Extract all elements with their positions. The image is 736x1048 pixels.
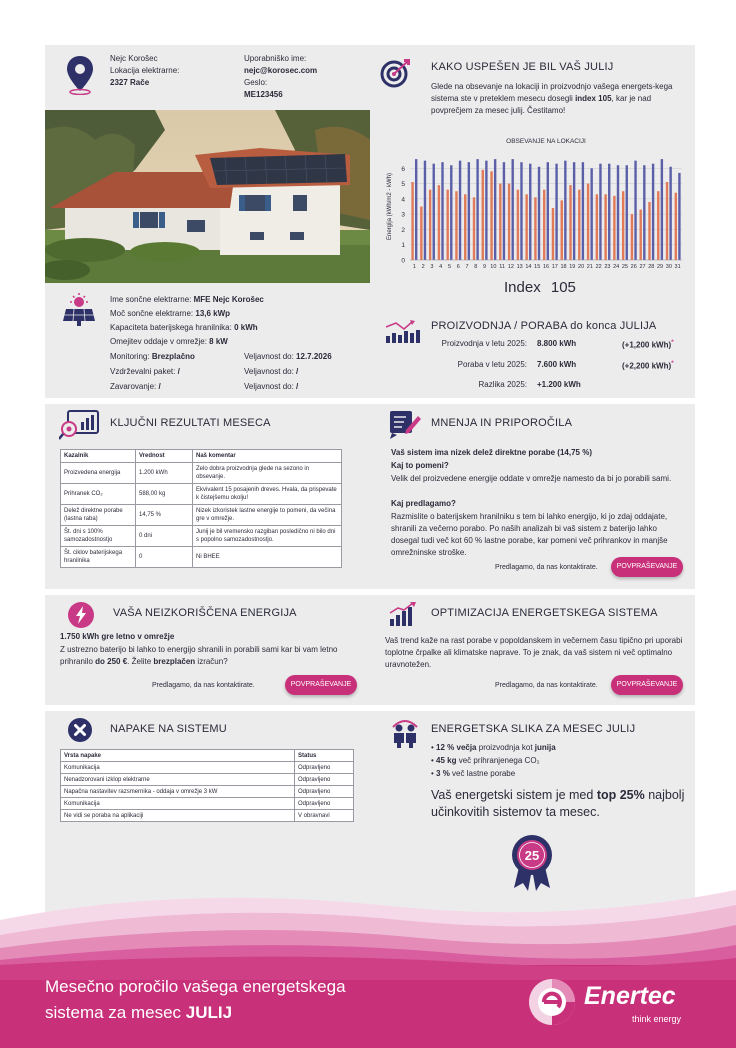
chart-bar-irradiance	[459, 161, 461, 260]
difference-row-value: +1.200 kWh	[537, 380, 581, 389]
maintenance-validity-value: /	[296, 367, 299, 376]
validity-label: Veljavnost do:	[244, 367, 294, 376]
chart-x-tick-label: 1	[412, 264, 416, 270]
unused-text-amount: do 250 €	[95, 657, 128, 666]
chart-bar-irradiance	[450, 165, 452, 260]
chart-x-tick-label: 23	[604, 264, 611, 270]
consumption-row-value: 7.600 kWh	[537, 360, 577, 369]
chart-x-tick-label: 7	[465, 264, 469, 270]
chart-bar-irradiance	[678, 173, 680, 260]
chart-x-tick-label: 9	[483, 264, 487, 270]
table-row	[61, 774, 354, 786]
plant-panel	[45, 283, 370, 398]
unused-text-a: Z ustrezno baterijo bi lahko to energijo shranili in porabili sami kar bi vam letno prihranilo	[60, 645, 338, 666]
consumption-row-label: Poraba v letu 2025:	[457, 360, 527, 369]
consumption-row-delta	[622, 360, 674, 371]
bullet-dot: •	[431, 743, 437, 752]
chart-x-tick-label: 10	[490, 264, 497, 270]
chart-y-tick-label: 0	[401, 257, 405, 265]
chart-bar-production	[508, 184, 510, 260]
validity-label: Veljavnost do:	[244, 352, 294, 361]
unused-energy-panel	[45, 595, 370, 705]
table-row	[61, 798, 354, 810]
index-label: Index	[504, 279, 541, 296]
energy-bullet-1	[431, 742, 556, 754]
brand-logo[interactable]	[528, 976, 698, 1030]
chart-bar-production	[657, 191, 659, 260]
insurance-label: Zavarovanje:	[110, 382, 157, 391]
chart-bar-irradiance	[415, 159, 417, 260]
chart-bar-production	[561, 200, 563, 260]
energy-bullet-2	[431, 755, 540, 767]
table-row	[61, 762, 354, 774]
chart-y-tick-label: 5	[401, 181, 405, 189]
chart-bar-irradiance	[468, 162, 470, 260]
difference-row-label: Razlika 2025:	[478, 380, 527, 389]
chart-x-tick-label: 6	[456, 264, 460, 270]
maintenance-value: /	[177, 367, 180, 376]
results-cell: Delež direktne porabe (lastna raba)	[61, 505, 136, 526]
opinions-inquiry-button[interactable]: POVPRAŠEVANJE	[611, 557, 683, 577]
monitoring-value: Brezplačno	[151, 352, 195, 361]
chart-bar-production	[587, 184, 589, 260]
chart-x-tick-label: 18	[560, 264, 567, 270]
maintenance-row	[110, 367, 180, 376]
chart-bar-production	[604, 194, 606, 260]
errors-cell: Odpravljeno	[295, 786, 354, 798]
opinions-heading: Vaš sistem ima nizek delež direktne porabe (14,75 %)	[391, 448, 592, 457]
chart-bar-irradiance	[512, 159, 514, 260]
chart-bar-irradiance	[485, 161, 487, 260]
unused-title: VAŠA NEIZKORIŠČENA ENERGIJA	[113, 607, 297, 619]
chart-bar-irradiance	[441, 162, 443, 260]
chart-bar-irradiance	[599, 164, 601, 260]
limit-label: Omejitev oddaje v omrežje:	[110, 337, 207, 346]
consumption-delta-text: (+2,200 kWh)	[622, 361, 672, 371]
chart-x-tick-label: 13	[516, 264, 523, 270]
table-row	[61, 505, 342, 526]
people-icon	[390, 717, 420, 749]
footer-line-2b: JULIJ	[185, 1003, 233, 1022]
summary-strong: top 25%	[596, 788, 645, 802]
chart-x-tick-label: 11	[499, 264, 505, 270]
results-cell: Prihranek CO₂	[61, 484, 136, 505]
bullet-3-strong: 3 %	[436, 769, 450, 778]
chart-x-tick-label: 15	[534, 264, 541, 270]
unused-cta-text: Predlagamo, da nas kontaktirate.	[152, 682, 255, 689]
production-title: PROIZVODNJA / PORABA do konca JULIJA	[431, 320, 657, 332]
footer-title	[45, 974, 346, 1026]
optimization-panel	[370, 595, 695, 705]
chart-x-tick-label: 28	[648, 264, 655, 270]
chart-bar-production	[534, 197, 536, 260]
errors-header-row	[61, 750, 354, 762]
chart-bar-production	[596, 194, 598, 260]
chart-bar-irradiance	[669, 167, 671, 260]
results-cell: Št. dni s 100% samozadostnostjo	[61, 526, 136, 547]
table-row	[61, 786, 354, 798]
maintenance-label: Vzdrževalni paket:	[110, 367, 176, 376]
production-row-delta	[622, 339, 674, 350]
insurance-validity-value: /	[296, 382, 299, 391]
plant-name-value: MFE Nejc Korošec	[193, 295, 264, 304]
solar-panel-icon	[63, 293, 95, 327]
plant-power-row	[110, 309, 230, 318]
chart-x-tick-label: 17	[551, 264, 558, 270]
consumption-trend-icon	[384, 319, 424, 345]
bullet-3-text: več lastne porabe	[449, 769, 516, 778]
monitoring-row	[110, 352, 195, 361]
bullet-1-text: proizvodnja kot	[476, 743, 535, 752]
enertec-logo-icon	[528, 978, 576, 1026]
errors-col-status: Status	[295, 750, 354, 762]
table-row	[61, 526, 342, 547]
password-value: ME123456	[244, 90, 283, 99]
battery-row	[110, 323, 258, 332]
chart-bar-irradiance	[538, 167, 540, 260]
chart-x-tick-label: 26	[630, 264, 637, 270]
error-close-icon	[67, 717, 93, 743]
footer-line-1: Mesečno poročilo vašega energetskega	[45, 977, 346, 996]
errors-cell: Nenadzorovani izklop elektrarne	[61, 774, 295, 786]
customer-panel	[45, 45, 370, 110]
success-panel	[370, 45, 695, 398]
monitoring-validity-value: 12.7.2026	[296, 352, 332, 361]
energy-picture-title: ENERGETSKA SLIKA ZA MESEC JULIJ	[431, 723, 636, 735]
errors-col-type: Vrsta napake	[61, 750, 295, 762]
results-col-value: Vrednost	[136, 450, 193, 463]
chart-bar-irradiance	[564, 161, 566, 260]
username-value: nejc@korosec.com	[244, 66, 318, 75]
results-title: KLJUČNI REZULTATI MESECA	[110, 417, 271, 429]
errors-cell: Odpravljeno	[295, 762, 354, 774]
table-row	[61, 463, 342, 484]
chart-x-tick-label: 29	[657, 264, 664, 270]
brand-name: Enertec	[584, 982, 676, 1010]
analytics-icon	[59, 408, 99, 442]
table-row	[61, 810, 354, 822]
chart-bar-production	[613, 196, 615, 260]
chart-x-tick-label: 21	[586, 264, 593, 270]
unused-text	[60, 644, 360, 668]
monitoring-validity-row	[244, 352, 332, 361]
results-col-indicator: Kazalnik	[61, 450, 136, 463]
limit-value: 8 kW	[209, 337, 228, 346]
opinions-a2: Razmislite o baterijskem hranilniku s tem bi lahko energijo, ki jo zdaj oddajate, shranili za večerno porabo. Po naših analizah bi vaš sistem z baterijo lahko dosegal tudi več kot 60 % lastne porabe, kar pomeni več prihrankov in manjše omrežninske stroške.	[391, 512, 668, 557]
chart-bar-production	[446, 190, 448, 260]
house-photo	[45, 110, 370, 283]
validity-label: Veljavnost do:	[244, 382, 294, 391]
chart-bar-production	[666, 182, 668, 260]
chart-bar-irradiance	[626, 165, 628, 260]
unused-text-b: . Želite	[127, 657, 154, 666]
chart-x-tick-label: 25	[621, 264, 629, 270]
chart-y-tick-label: 6	[401, 165, 405, 173]
errors-cell: Komunikacija	[61, 762, 295, 774]
chart-bar-production	[631, 214, 633, 260]
bullet-1-strong: 12 % večja	[436, 743, 477, 752]
chart-bar-production	[499, 184, 501, 260]
unused-text-free: brezplačen	[153, 657, 196, 666]
chart-x-tick-label: 4	[439, 264, 443, 270]
results-cell: 588,00 kg	[136, 484, 193, 505]
chart-bar-production	[578, 190, 580, 260]
chart-x-tick-label: 3	[430, 264, 434, 270]
results-cell: 0	[136, 547, 193, 568]
chart-bar-production	[482, 170, 484, 260]
chart-bar-production	[438, 185, 440, 260]
chart-bar-production	[490, 171, 492, 260]
chart-bar-production	[569, 185, 571, 260]
chart-x-tick-label: 30	[665, 264, 672, 270]
chart-bar-production	[464, 194, 466, 260]
chart-bar-irradiance	[555, 164, 557, 260]
limit-row	[110, 337, 228, 346]
chart-bar-production	[473, 197, 475, 260]
energy-bullet-3	[431, 768, 515, 780]
success-text	[431, 81, 686, 117]
brand-tagline: think energy	[632, 1014, 682, 1024]
bullet-dot: •	[431, 769, 437, 778]
lightning-icon	[67, 601, 95, 629]
errors-cell: Komunikacija	[61, 798, 295, 810]
chart-bar-production	[552, 208, 554, 260]
irradiance-chart	[370, 133, 695, 333]
chart-bar-production	[525, 194, 527, 260]
chart-bar-production	[640, 210, 642, 260]
chart-x-tick-label: 19	[569, 264, 576, 270]
insurance-value: /	[158, 382, 161, 391]
chart-bar-irradiance	[503, 162, 505, 260]
success-text-a: Glede na obsevanje na lokaciji in proizvodnjo vašega energets-kega sistema ste v preteklem mesecu dosegli	[431, 82, 673, 103]
energy-summary	[431, 787, 686, 821]
chart-bar-irradiance	[424, 161, 426, 260]
chart-bar-irradiance	[520, 162, 522, 260]
results-cell: Nizek izkoristek lastne energije to pomeni, da večina gre v omrežje.	[193, 505, 342, 526]
growth-chart-icon	[388, 601, 418, 627]
errors-table	[60, 749, 354, 822]
success-text-index: index 105	[575, 94, 612, 103]
chart-bar-irradiance	[582, 162, 584, 260]
chart-bar-irradiance	[608, 164, 610, 260]
results-cell: Ni BHEE	[193, 547, 342, 568]
results-cell: 14,75 %	[136, 505, 193, 526]
chart-bar-production	[543, 190, 545, 260]
table-row	[61, 547, 342, 568]
badge-number: 25	[524, 848, 540, 863]
chart-bar-irradiance	[529, 164, 531, 260]
results-cell: Ekvivalent 15 posajenih dreves. Hvala, da prispevate k čistejšemu okolju!	[193, 484, 342, 505]
results-panel	[45, 404, 370, 589]
chart-bar-production	[648, 202, 650, 260]
plant-name-row	[110, 295, 264, 304]
plant-power-label: Moč sončne elektrarne:	[110, 309, 194, 318]
chart-x-tick-label: 24	[613, 264, 620, 270]
opinions-a1: Velik del proizvedene energije oddate v omrežje namesto da bi jo porabili sami.	[391, 474, 672, 483]
unused-text-c: izračun?	[195, 657, 228, 666]
optimization-inquiry-button[interactable]: POVPRAŠEVANJE	[611, 675, 683, 695]
note-edit-icon	[388, 408, 422, 440]
location-value: 2327 Rače	[110, 78, 150, 87]
monitoring-label: Monitoring:	[110, 352, 150, 361]
chart-x-tick-label: 27	[639, 264, 646, 270]
summary-a: Vaš energetski sistem je med	[431, 788, 597, 802]
unused-inquiry-button[interactable]: POVPRAŠEVANJE	[285, 675, 357, 695]
footer-line-2	[45, 1000, 346, 1026]
results-col-comment: Naš komentar	[193, 450, 342, 463]
username-label: Uporabniško ime:	[244, 54, 307, 63]
results-cell: Zelo dobra proizvodnja glede na sezono in obsevanje.	[193, 463, 342, 484]
chart-bar-production	[411, 182, 413, 260]
production-row-label: Proizvodnja v letu 2025:	[441, 339, 527, 348]
chart-bar-irradiance	[634, 161, 636, 260]
footer-line-2a: sistema za mesec	[45, 1003, 186, 1022]
chart-bar-irradiance	[652, 164, 654, 260]
chart-x-tick-label: 12	[507, 264, 514, 270]
chart-y-tick-label: 4	[401, 196, 405, 204]
bullet-dot: •	[431, 756, 437, 765]
chart-y-tick-label: 3	[401, 211, 405, 219]
chart-title: OBSEVANJE NA LOKACIJI	[506, 138, 586, 145]
index-value: 105	[550, 279, 576, 296]
insurance-row	[110, 382, 161, 391]
chart-bar-production	[675, 193, 677, 260]
location-pin-icon	[65, 55, 95, 95]
errors-cell: Odpravljeno	[295, 774, 354, 786]
opinions-panel	[370, 404, 695, 589]
errors-title: NAPAKE NA SISTEMU	[110, 723, 227, 735]
results-cell: Št. ciklov baterijskega hranilnika	[61, 547, 136, 568]
table-row	[61, 484, 342, 505]
errors-cell: V obravnavi	[295, 810, 354, 822]
customer-name: Nejc Korošec	[110, 54, 158, 63]
optimization-text: Vaš trend kaže na rast porabe v popoldanskem in večernem času tipično pri uporabi toplotne črpalke ali klimatske naprave. To je znak, da vaš sistem ni več optimalno uravnotežen.	[385, 636, 683, 669]
bullet-2-strong: 45 kg	[436, 756, 457, 765]
production-row-value: 8.800 kWh	[537, 339, 577, 348]
results-cell: 0 dni	[136, 526, 193, 547]
results-cell: Junij je bil vremensko razgiban posledično ni bilo dni s popolno samozadostnostjo.	[193, 526, 342, 547]
chart-bar-production	[429, 190, 431, 260]
chart-bar-production	[455, 191, 457, 260]
chart-bar-irradiance	[661, 159, 663, 260]
success-text-b: , kar je nad povprečjem za mesec julij. Čestitamo!	[431, 94, 652, 115]
errors-cell: Napačna nastavitev razsmernika - oddaja v omrežje 3 kW	[61, 786, 295, 798]
chart-bar-irradiance	[573, 162, 575, 260]
results-cell: 1.200 kWh	[136, 463, 193, 484]
results-cell: Proizvedena energija	[61, 463, 136, 484]
chart-x-tick-label: 8	[474, 264, 478, 270]
errors-cell: Ne vidi se poraba na aplikaciji	[61, 810, 295, 822]
opinions-title: MNENJA IN PRIPOROČILA	[431, 417, 573, 429]
chart-bar-irradiance	[433, 164, 435, 260]
chart-x-tick-label: 31	[674, 264, 681, 270]
chart-bar-production	[420, 207, 422, 261]
opinions-q1: Kaj to pomeni?	[391, 461, 449, 470]
chart-bar-irradiance	[494, 159, 496, 260]
optimization-title: OPTIMIZACIJA ENERGETSKEGA SISTEMA	[431, 607, 658, 619]
results-header-row	[61, 450, 342, 463]
unused-heading: 1.750 kWh gre letno v omrežje	[60, 632, 175, 641]
plant-name-label: Ime sončne elektrarne:	[110, 295, 192, 304]
chart-bar-irradiance	[476, 159, 478, 260]
battery-label: Kapaciteta baterijskega hranilnika:	[110, 323, 232, 332]
success-title: KAKO USPEŠEN JE BIL VAŠ JULIJ	[431, 61, 614, 73]
chart-x-tick-label: 20	[578, 264, 585, 270]
chart-bar-irradiance	[617, 165, 619, 260]
opinions-cta-text: Predlagamo, da nas kontaktirate.	[495, 564, 598, 571]
chart-x-tick-label: 16	[542, 264, 550, 270]
chart-y-tick-label: 2	[401, 226, 405, 234]
chart-x-tick-label: 22	[595, 264, 602, 270]
chart-bar-irradiance	[590, 168, 592, 260]
chart-x-tick-label: 5	[447, 264, 452, 270]
chart-bar-irradiance	[643, 165, 645, 260]
chart-x-tick-label: 2	[421, 264, 425, 270]
chart-y-tick-label: 1	[401, 242, 405, 250]
results-table	[60, 449, 342, 568]
plant-power-value: 13,6 kWp	[195, 309, 231, 318]
password-label: Geslo:	[244, 78, 268, 87]
bullet-2-text: več prihranjenega CO₂	[456, 756, 540, 765]
production-delta-text: (+1,200 kWh)	[622, 340, 672, 350]
location-label: Lokacija elektrarne:	[110, 66, 180, 75]
index-display	[504, 279, 576, 296]
errors-cell: Odpravljeno	[295, 798, 354, 810]
target-icon	[380, 57, 412, 89]
summary-b: najbolj učinkovitih sistemov ta mesec.	[431, 788, 685, 819]
consumption-delta-mark: *	[671, 360, 674, 367]
insurance-validity-row	[244, 382, 298, 391]
chart-x-tick-label: 14	[525, 264, 532, 270]
optimization-cta-text: Predlagamo, da nas kontaktirate.	[495, 682, 598, 689]
bullet-1-strong2: junija	[534, 743, 556, 752]
battery-value: 0 kWh	[234, 323, 258, 332]
chart-y-axis-label: Energija (kWh/m2 - kWh)	[387, 172, 393, 241]
opinions-q2: Kaj predlagamo?	[391, 499, 456, 508]
chart-bar-production	[622, 191, 624, 260]
maintenance-validity-row	[244, 367, 298, 376]
chart-bar-production	[517, 190, 519, 260]
chart-bar-irradiance	[547, 162, 549, 260]
production-delta-mark: *	[671, 339, 674, 346]
